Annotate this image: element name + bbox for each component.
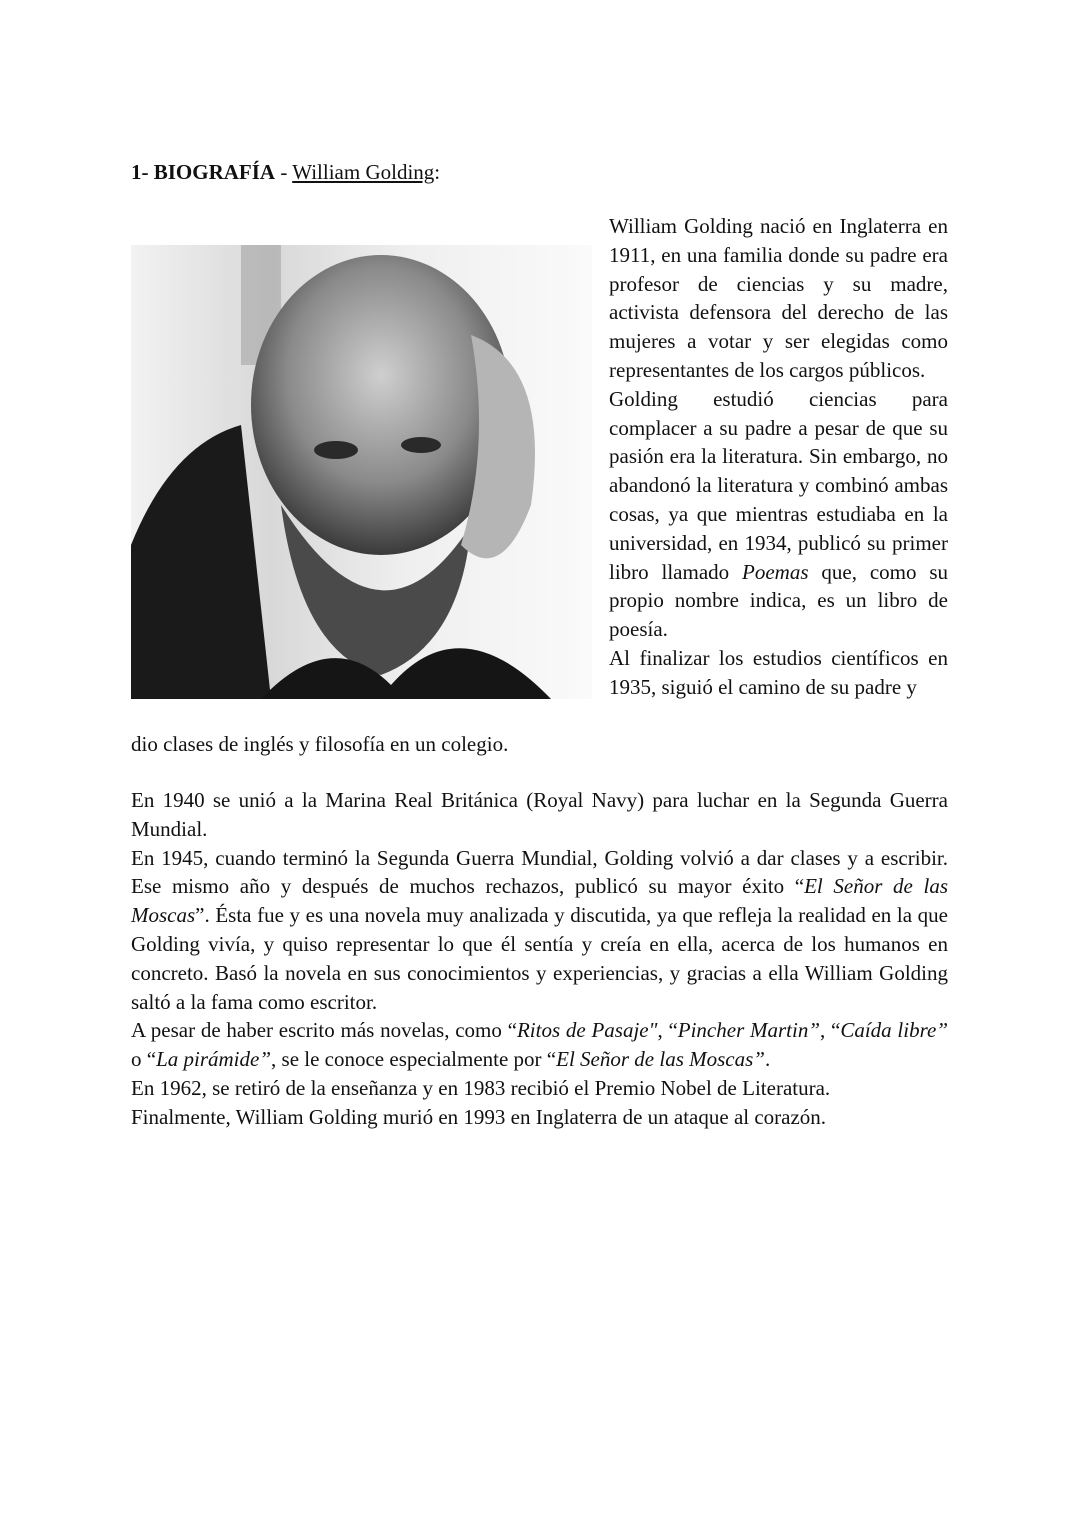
heading-number: 1- BIOGRAFÍA (131, 160, 276, 184)
section-heading (131, 158, 440, 186)
book-title-pincher: Pincher Martin” (677, 1018, 821, 1043)
intro-column (609, 212, 948, 702)
book-title-lord-of-flies-2: El Señor de las Moscas” (556, 1047, 765, 1072)
heading-colon: : (434, 160, 441, 184)
paragraph-other-novels: A pesar de haber escrito más novelas, como “Ritos de Pasaje", “Pincher Martin”, “Caída libre” o “La pirámide”, se le conoce especialmente por “El Señor de las Moscas”. (131, 1018, 948, 1072)
book-title-poemas: Poemas (742, 559, 809, 584)
book-title-lord-of-flies: El Señor de las Moscas (131, 874, 948, 928)
paragraph-nobel: En 1962, se retiró de la enseñanza y en 1983 recibió el Premio Nobel de Literatura. (131, 1075, 831, 1100)
paragraph-death: Finalmente, William Golding murió en 1993 en Inglaterra de un ataque al corazón. (131, 1104, 827, 1129)
paragraph-navy: En 1940 se unió a la Marina Real Británica (Royal Navy) para luchar en la Segunda Guerra Mundial. (131, 788, 948, 841)
book-title-piramide: La pirámide” (156, 1047, 272, 1072)
book-title-caida: Caída libre” (840, 1018, 948, 1043)
intro-paragraph-career: Al finalizar los estudios científicos en 1935, siguió el camino de su padre y (609, 645, 948, 699)
intro-paragraph-studies: Golding estudió ciencias para complacer a su padre a pesar de que su pasión era la literatura. Sin embargo, no abandonó la literatura y combinó ambas cosas, ya que mientras estudiaba en la universidad, en 1934, publicó su primer libro llamado Poemas que, como su propio nombre indica, es un libro de poesía. (609, 386, 948, 642)
paragraph-lord-of-flies: En 1945, cuando terminó la Segunda Guerra Mundial, Golding volvió a dar clases y a escribir. Ese mismo año y después de muchos rechazos, publicó su mayor éxito “El Señor de las Moscas”. Ésta fue y es una novela muy analizada y discutida, ya que refleja la realidad en la que Golding vivía, y quiso representar lo que él sentía y creía en ella, acerca de los humanos en concreto. Basó la novela en sus conocimientos y experiencias, y gracias a ella William Golding saltó a la fama como escritor. (131, 845, 948, 1014)
intro-paragraph-birth: William Golding nació en Inglaterra en 1911, en una familia donde su padre era profesor de ciencias y su madre, activista defensora del derecho de las mujeres a votar y ser elegidas como representantes de los cargos públicos. (609, 214, 948, 382)
continuation-line: dio clases de inglés y filosofía en un colegio. (131, 732, 509, 756)
portrait-image-icon (131, 245, 592, 699)
heading-subject: William Golding (292, 160, 435, 184)
heading-separator: - (275, 160, 293, 184)
author-portrait (131, 245, 592, 699)
biography-body (131, 786, 948, 1132)
book-title-ritos: Ritos de Pasaje" (516, 1018, 658, 1043)
